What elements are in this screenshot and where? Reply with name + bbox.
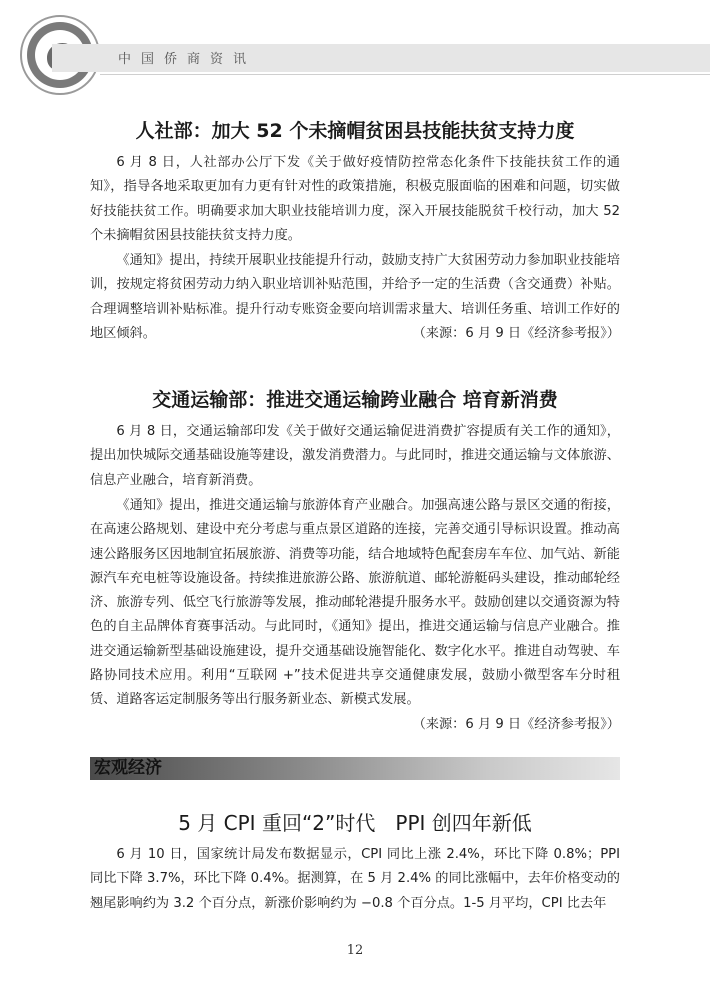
paragraph-text: 《通知》提出，推进交通运输与旅游体育产业融合。加强高速公路与景区交通的衔接，在高速公路规划、建设中充分考虑与重点景区道路的连接，完善交通引导标识设置。推动高速公路服务区因地制宜拓展旅游、消费等功能，结合地域特色配套房车车位、加气站、新能源汽车充电桩等设施设备。持续推进旅游公路、旅游航道、邮轮游艇码头建设，推动邮轮经济、旅游专列、低空飞行旅游等发展，推动邮轮港提升服务水平。鼓励创建以交通资源为特色的自主品牌体育赛事活动。与此同时，《通知》提出，推进交通运输与信息产业融合。推进交通运输新型基础设施建设，提升交通基础设施智能化、数字化水平。推进自动驾驶、车路协同技术应用。利用“互联网 +”技术促进共享交通健康发展，鼓励小微型客车分时租赁、道路客运定制服务等出行服务新业态、新模式发展。	[90, 498, 620, 708]
paragraph-text: 《通知》提出，持续开展职业技能提升行动，鼓励支持广大贫困劳动力参加职业技能培训，按规定将贫困劳动力纳入职业培训补贴范围，并给予一定的生活费（含交通费）补贴。合理调整培训补贴标准。提升行动专账资金要向培训需求量大、培训任务重、培训工作好的地区倾斜。	[90, 253, 620, 341]
header-title: 中国侨商资讯	[118, 52, 257, 67]
article-paragraph: 6 月 10 日，国家统计局发布数据显示，CPI 同比上涨 2.4%，环比下降 0.8%；PPI 同比下降 3.7%，环比下降 0.4%。据测算，在 5 月 2.4% 的同比涨幅中，去年价格变动的翘尾影响约为 3.2 个百分点，新涨价影响约为 −0.8 个百分点。1-5 月平均，CPI 比去年	[90, 847, 620, 911]
section-label: 宏观经济	[94, 758, 162, 778]
article-paragraph	[90, 494, 620, 737]
header-rule	[100, 74, 710, 75]
source-citation: （来源：6 月 9 日《经济参考报》）	[412, 325, 620, 341]
article-paragraph: 6 月 8 日，人社部办公厅下发《关于做好疫情防控常态化条件下技能扶贫工作的通知》，指导各地采取更加有力更有针对性的政策措施，积极克服面临的困难和问题，切实做好技能扶贫工作。明确要求加大职业技能培训力度，深入开展技能脱贫千校行动，加大 52 个未摘帽贫困县技能扶贫支持力度。	[90, 155, 620, 243]
article-paragraph	[90, 249, 620, 346]
page-number: 12	[346, 943, 364, 958]
article-paragraph: 6 月 8 日，交通运输部印发《关于做好交通运输促进消费扩容提质有关工作的通知》，提出加快城际交通基础设施等建设，激发消费潜力。与此同时，推进交通运输与文体旅游、信息产业融合，培育新消费。	[90, 424, 620, 488]
article-title: 人社部：加大 52 个未摘帽贫困县技能扶贫支持力度	[135, 120, 575, 142]
section-band	[90, 757, 620, 780]
article-title: 5 月 CPI 重回“2”时代 PPI 创四年新低	[178, 811, 532, 835]
source-citation: （来源：6 月 9 日《经济参考报》）	[412, 716, 620, 732]
article-title: 交通运输部：推进交通运输跨业融合 培育新消费	[152, 389, 558, 411]
